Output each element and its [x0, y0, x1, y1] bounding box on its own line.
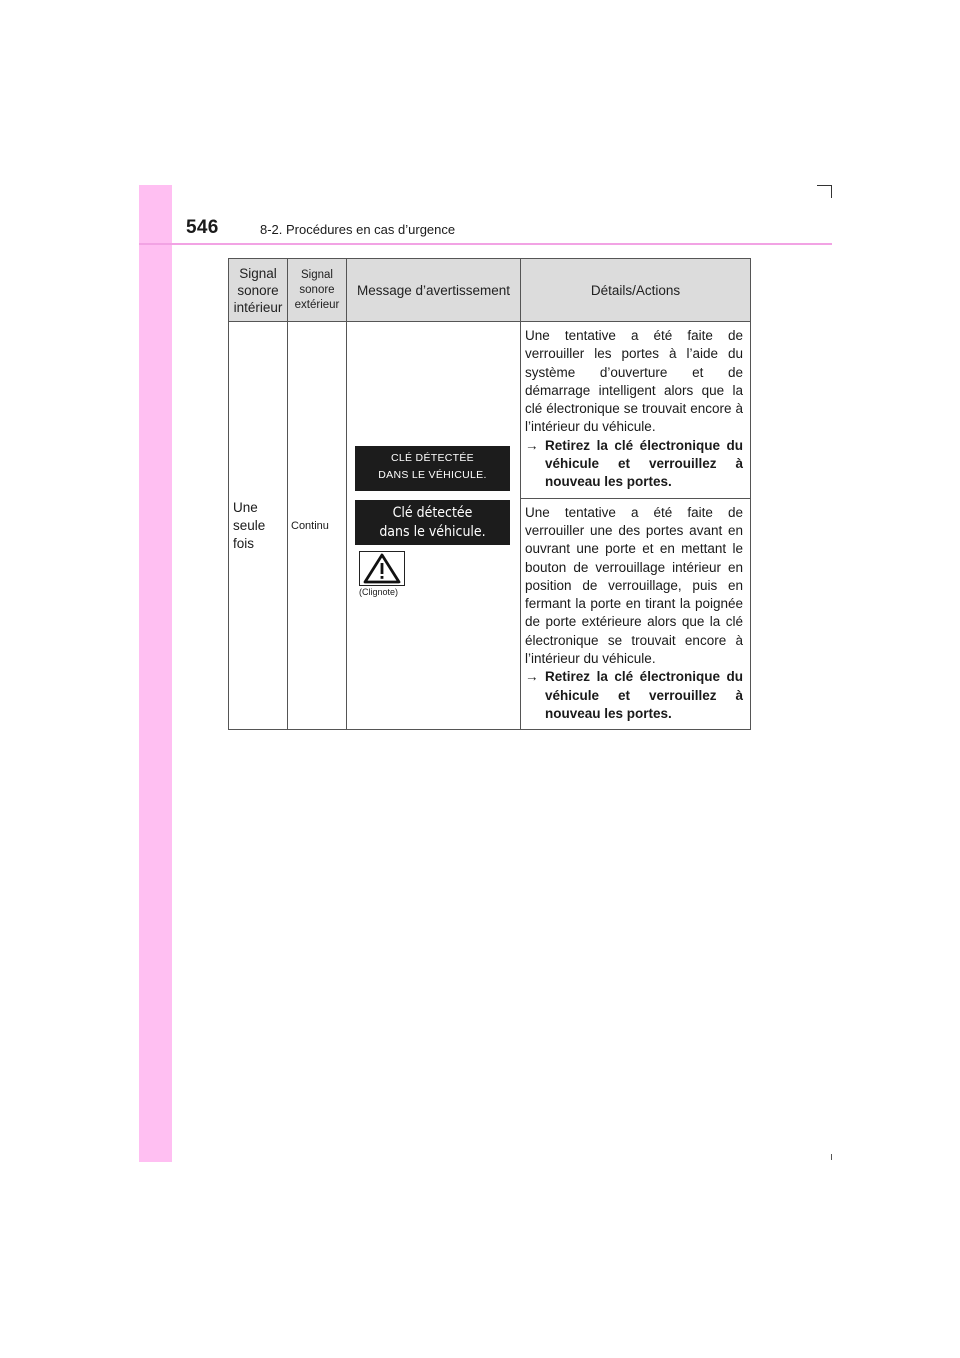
display-message-uppercase [355, 446, 510, 491]
header-line: Signal [301, 268, 333, 281]
arrow-icon: → [525, 437, 539, 453]
interior-signal-cell [229, 322, 288, 730]
header-line: intérieur [233, 299, 283, 315]
warning-message-cell [347, 322, 521, 730]
page-number: 546 [186, 217, 219, 238]
display-line: Clé détectée [392, 505, 473, 521]
details-cell-1 [521, 322, 751, 499]
col-header-exterior-signal [288, 259, 347, 322]
col-header-interior-signal [229, 259, 288, 322]
cell-line: fois [233, 535, 255, 551]
header-line: extérieur [294, 298, 340, 311]
col-header-warning-message: Message d’avertissement [347, 259, 521, 322]
details-cell-2 [521, 498, 751, 730]
cell-line: Une [233, 499, 258, 515]
exterior-signal-cell: Continu [288, 322, 347, 730]
table-row [229, 322, 751, 499]
display-line: dans le véhicule. [379, 524, 486, 540]
action-text: Retirez la clé électronique du véhicule et verrouillez à nouveau les portes. [545, 669, 743, 721]
warning-triangle-icon [359, 551, 405, 586]
crop-mark [817, 185, 832, 186]
action-text: Retirez la clé électronique du véhicule et verrouillez à nouveau les portes. [545, 437, 743, 490]
table-header-row [229, 259, 751, 322]
display-line: DANS LE VÉHICULE. [378, 469, 487, 481]
crop-mark [831, 1154, 832, 1160]
section-title: 8-2. Procédures en cas d’urgence [260, 222, 456, 237]
cell-line: seule [233, 517, 266, 533]
details-text: Une tentative a été faite de verrouiller une des portes avant en ouvrant une porte et en mettant le bouton de verrouillage intérieur en position de verrouillage, puis en fermant la porte en tirant la poignée de porte extérieure alors que la clé électronique se trouvait encore à l’intérieur du véhicule. [525, 504, 743, 667]
header-line: sonore [237, 282, 279, 298]
action-item [525, 668, 743, 723]
warning-table [228, 258, 751, 730]
flash-note: (Clignote) [359, 587, 399, 597]
header-line: sonore [299, 283, 335, 296]
col-header-details: Détails/Actions [521, 259, 751, 322]
header-rule [139, 243, 832, 245]
details-text: Une tentative a été faite de verrouiller les portes à l’aide du système d’ouverture et de démarrage intelligent alors que la clé électronique se trouvait encore à l’intérieur du véhicule. [525, 328, 743, 435]
display-message-lowercase [355, 500, 510, 545]
side-tab-band [139, 185, 172, 1162]
display-line: CLÉ DÉTECTÉE [391, 452, 474, 464]
action-item [525, 437, 743, 492]
crop-mark [831, 185, 832, 198]
header-line: Signal [239, 265, 277, 281]
arrow-icon: → [525, 669, 539, 685]
